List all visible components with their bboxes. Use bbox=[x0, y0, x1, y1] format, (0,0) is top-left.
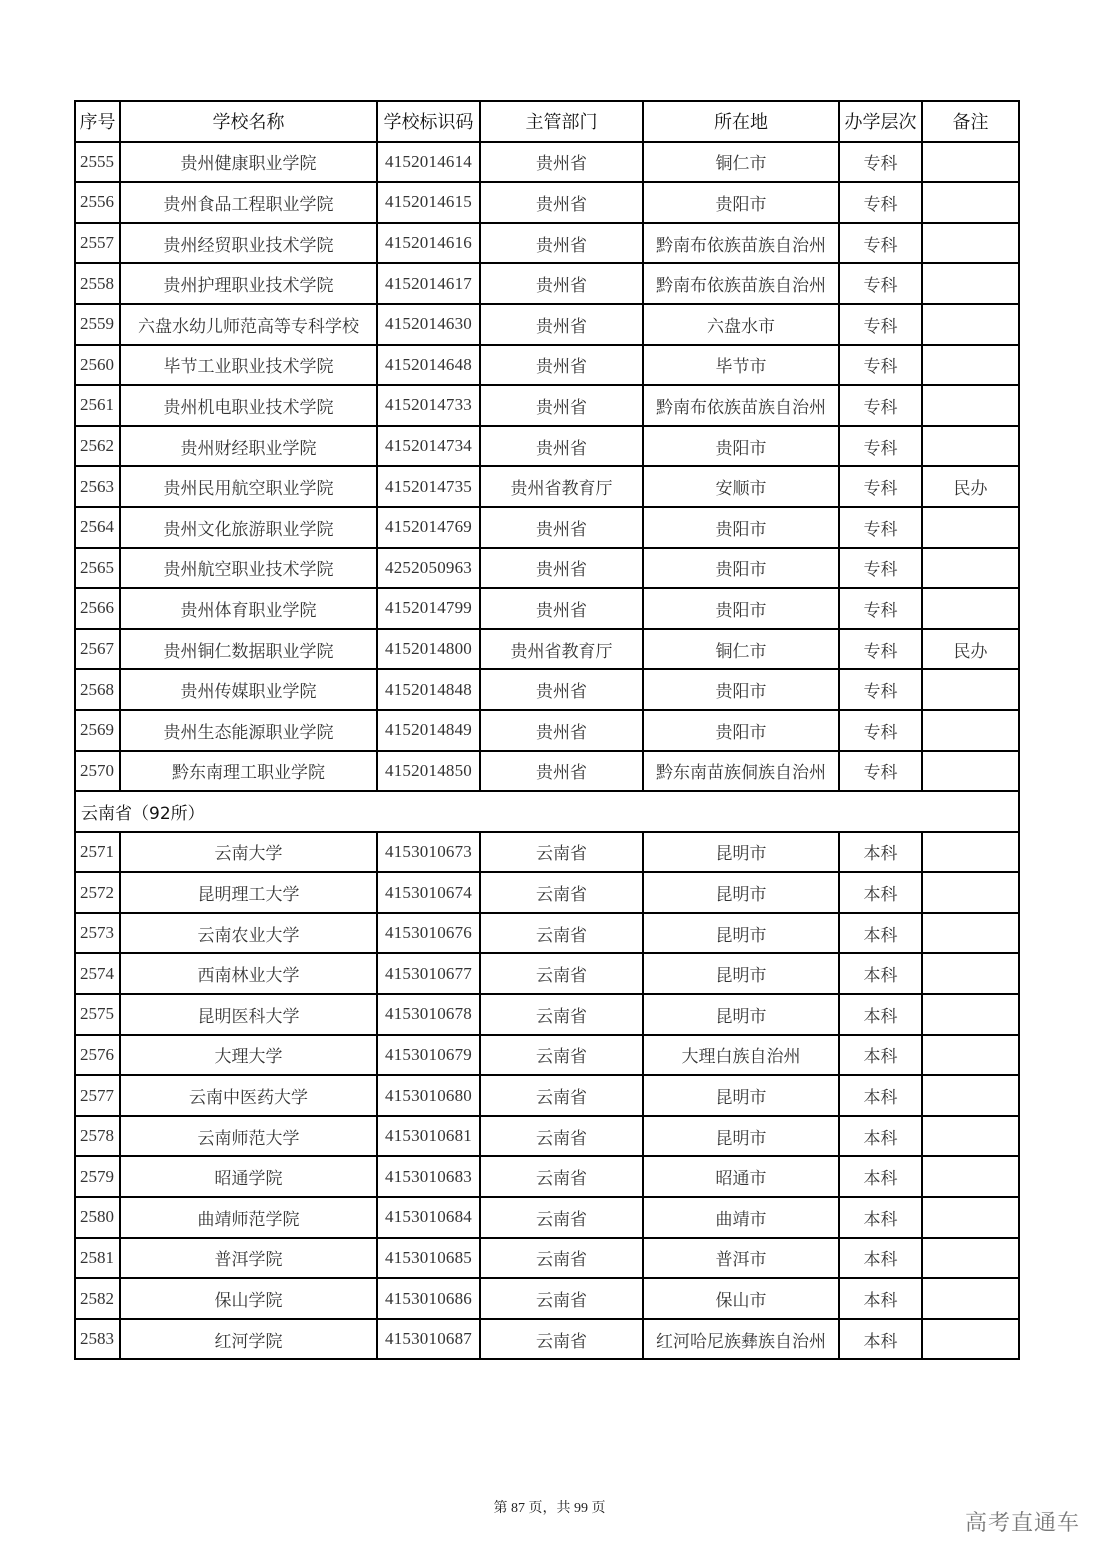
row-school-code: 4152014848 bbox=[377, 669, 480, 710]
row-school-name: 贵州体育职业学院 bbox=[120, 588, 377, 629]
row-level: 本科 bbox=[839, 953, 922, 994]
row-level: 专科 bbox=[839, 142, 922, 183]
table-row bbox=[75, 1035, 1019, 1076]
yunnan-rows bbox=[75, 832, 1019, 1360]
table-row bbox=[75, 669, 1019, 710]
row-department: 贵州省 bbox=[480, 426, 643, 467]
row-department: 云南省 bbox=[480, 1319, 643, 1360]
table-row bbox=[75, 548, 1019, 589]
row-seq: 2557 bbox=[75, 223, 120, 264]
row-location: 贵阳市 bbox=[643, 426, 839, 467]
row-school-name: 贵州护理职业技术学院 bbox=[120, 263, 377, 304]
row-note bbox=[922, 182, 1019, 223]
row-school-name: 六盘水幼儿师范高等专科学校 bbox=[120, 304, 377, 345]
row-seq: 2565 bbox=[75, 548, 120, 589]
section-yunnan bbox=[75, 791, 1019, 832]
page-number: 第 87 页，共 99 页 bbox=[493, 1501, 606, 1516]
row-location: 昆明市 bbox=[643, 913, 839, 954]
section-label: 云南省（92所） bbox=[75, 791, 1019, 832]
table-row bbox=[75, 466, 1019, 507]
row-seq: 2555 bbox=[75, 142, 120, 183]
row-school-name: 贵州民用航空职业学院 bbox=[120, 466, 377, 507]
row-department: 云南省 bbox=[480, 872, 643, 913]
table-row bbox=[75, 872, 1019, 913]
row-level: 专科 bbox=[839, 385, 922, 426]
row-seq: 2575 bbox=[75, 994, 120, 1035]
row-school-code: 4152014799 bbox=[377, 588, 480, 629]
row-school-name: 红河学院 bbox=[120, 1319, 377, 1360]
row-school-name: 贵州经贸职业技术学院 bbox=[120, 223, 377, 264]
row-school-code: 4153010674 bbox=[377, 872, 480, 913]
row-location: 昭通市 bbox=[643, 1156, 839, 1197]
row-school-name: 大理大学 bbox=[120, 1035, 377, 1076]
row-school-name: 昭通学院 bbox=[120, 1156, 377, 1197]
table-row bbox=[75, 1156, 1019, 1197]
table-row bbox=[75, 223, 1019, 264]
section-row bbox=[75, 791, 1019, 832]
table-row bbox=[75, 629, 1019, 670]
row-department: 贵州省 bbox=[480, 507, 643, 548]
row-location: 安顺市 bbox=[643, 466, 839, 507]
row-note bbox=[922, 1116, 1019, 1157]
row-department: 贵州省 bbox=[480, 385, 643, 426]
table-row bbox=[75, 1238, 1019, 1279]
row-seq: 2569 bbox=[75, 710, 120, 751]
row-note: 民办 bbox=[922, 466, 1019, 507]
row-location: 昆明市 bbox=[643, 872, 839, 913]
row-department: 云南省 bbox=[480, 1278, 643, 1319]
row-school-name: 贵州航空职业技术学院 bbox=[120, 548, 377, 589]
school-list-table bbox=[74, 100, 1020, 1360]
row-school-code: 4152014617 bbox=[377, 263, 480, 304]
row-school-name: 黔东南理工职业学院 bbox=[120, 751, 377, 792]
row-seq: 2558 bbox=[75, 263, 120, 304]
row-school-name: 贵州食品工程职业学院 bbox=[120, 182, 377, 223]
row-note bbox=[922, 507, 1019, 548]
row-school-name: 贵州传媒职业学院 bbox=[120, 669, 377, 710]
row-school-name: 云南师范大学 bbox=[120, 1116, 377, 1157]
row-seq: 2581 bbox=[75, 1238, 120, 1279]
row-seq: 2560 bbox=[75, 345, 120, 386]
row-location: 贵阳市 bbox=[643, 507, 839, 548]
page-footer bbox=[0, 1497, 1103, 1517]
row-location: 贵阳市 bbox=[643, 588, 839, 629]
row-seq: 2582 bbox=[75, 1278, 120, 1319]
row-seq: 2556 bbox=[75, 182, 120, 223]
row-department: 贵州省教育厅 bbox=[480, 466, 643, 507]
row-location: 贵阳市 bbox=[643, 548, 839, 589]
row-seq: 2563 bbox=[75, 466, 120, 507]
row-level: 本科 bbox=[839, 1319, 922, 1360]
row-note bbox=[922, 548, 1019, 589]
row-school-name: 云南大学 bbox=[120, 832, 377, 873]
row-level: 本科 bbox=[839, 913, 922, 954]
row-level: 专科 bbox=[839, 466, 922, 507]
table-row bbox=[75, 385, 1019, 426]
row-seq: 2583 bbox=[75, 1319, 120, 1360]
row-seq: 2578 bbox=[75, 1116, 120, 1157]
row-level: 本科 bbox=[839, 872, 922, 913]
row-level: 专科 bbox=[839, 507, 922, 548]
row-school-code: 4153010676 bbox=[377, 913, 480, 954]
row-location: 大理白族自治州 bbox=[643, 1035, 839, 1076]
row-department: 贵州省 bbox=[480, 669, 643, 710]
row-location: 黔南布依族苗族自治州 bbox=[643, 263, 839, 304]
table-row bbox=[75, 142, 1019, 183]
row-department: 贵州省 bbox=[480, 710, 643, 751]
header-seq: 序号 bbox=[75, 101, 120, 142]
row-school-code: 4152014616 bbox=[377, 223, 480, 264]
row-school-code: 4153010686 bbox=[377, 1278, 480, 1319]
row-level: 专科 bbox=[839, 588, 922, 629]
row-level: 本科 bbox=[839, 1238, 922, 1279]
row-note bbox=[922, 426, 1019, 467]
row-level: 专科 bbox=[839, 669, 922, 710]
row-location: 六盘水市 bbox=[643, 304, 839, 345]
row-location: 昆明市 bbox=[643, 994, 839, 1035]
row-school-code: 4252050963 bbox=[377, 548, 480, 589]
row-school-name: 贵州财经职业学院 bbox=[120, 426, 377, 467]
row-location: 黔东南苗族侗族自治州 bbox=[643, 751, 839, 792]
table-row bbox=[75, 913, 1019, 954]
row-level: 专科 bbox=[839, 223, 922, 264]
row-school-code: 4152014734 bbox=[377, 426, 480, 467]
row-location: 贵阳市 bbox=[643, 182, 839, 223]
row-note bbox=[922, 385, 1019, 426]
row-note bbox=[922, 1319, 1019, 1360]
table-row bbox=[75, 345, 1019, 386]
row-level: 专科 bbox=[839, 304, 922, 345]
row-note bbox=[922, 1197, 1019, 1238]
row-location: 红河哈尼族彝族自治州 bbox=[643, 1319, 839, 1360]
row-school-code: 4152014769 bbox=[377, 507, 480, 548]
row-location: 曲靖市 bbox=[643, 1197, 839, 1238]
row-department: 贵州省 bbox=[480, 751, 643, 792]
row-school-code: 4153010673 bbox=[377, 832, 480, 873]
row-department: 云南省 bbox=[480, 1156, 643, 1197]
row-school-code: 4153010687 bbox=[377, 1319, 480, 1360]
row-seq: 2564 bbox=[75, 507, 120, 548]
table-row bbox=[75, 1116, 1019, 1157]
row-school-code: 4152014849 bbox=[377, 710, 480, 751]
row-school-name: 贵州机电职业技术学院 bbox=[120, 385, 377, 426]
row-department: 贵州省 bbox=[480, 304, 643, 345]
row-level: 本科 bbox=[839, 1075, 922, 1116]
row-note bbox=[922, 304, 1019, 345]
table-row bbox=[75, 263, 1019, 304]
row-level: 本科 bbox=[839, 832, 922, 873]
row-department: 云南省 bbox=[480, 913, 643, 954]
row-note bbox=[922, 751, 1019, 792]
row-department: 云南省 bbox=[480, 1238, 643, 1279]
row-school-name: 贵州文化旅游职业学院 bbox=[120, 507, 377, 548]
row-school-code: 4153010678 bbox=[377, 994, 480, 1035]
table-row bbox=[75, 1278, 1019, 1319]
row-level: 专科 bbox=[839, 710, 922, 751]
row-level: 专科 bbox=[839, 426, 922, 467]
row-seq: 2580 bbox=[75, 1197, 120, 1238]
row-school-code: 4152014615 bbox=[377, 182, 480, 223]
row-school-name: 云南农业大学 bbox=[120, 913, 377, 954]
row-seq: 2566 bbox=[75, 588, 120, 629]
row-note bbox=[922, 832, 1019, 873]
row-seq: 2570 bbox=[75, 751, 120, 792]
row-location: 铜仁市 bbox=[643, 142, 839, 183]
row-seq: 2573 bbox=[75, 913, 120, 954]
row-school-code: 4152014614 bbox=[377, 142, 480, 183]
row-level: 专科 bbox=[839, 548, 922, 589]
row-school-code: 4152014630 bbox=[377, 304, 480, 345]
row-school-code: 4152014733 bbox=[377, 385, 480, 426]
row-note bbox=[922, 994, 1019, 1035]
row-school-name: 曲靖师范学院 bbox=[120, 1197, 377, 1238]
row-note bbox=[922, 588, 1019, 629]
row-note bbox=[922, 1156, 1019, 1197]
row-school-code: 4153010685 bbox=[377, 1238, 480, 1279]
row-department: 贵州省 bbox=[480, 223, 643, 264]
row-department: 云南省 bbox=[480, 832, 643, 873]
row-seq: 2567 bbox=[75, 629, 120, 670]
row-department: 云南省 bbox=[480, 1116, 643, 1157]
row-level: 本科 bbox=[839, 994, 922, 1035]
row-department: 贵州省 bbox=[480, 142, 643, 183]
row-school-name: 西南林业大学 bbox=[120, 953, 377, 994]
row-seq: 2576 bbox=[75, 1035, 120, 1076]
table-row bbox=[75, 507, 1019, 548]
row-seq: 2571 bbox=[75, 832, 120, 873]
guizhou-rows bbox=[75, 142, 1019, 792]
row-school-name: 贵州健康职业学院 bbox=[120, 142, 377, 183]
row-school-name: 昆明医科大学 bbox=[120, 994, 377, 1035]
table-row bbox=[75, 182, 1019, 223]
row-seq: 2559 bbox=[75, 304, 120, 345]
row-department: 贵州省 bbox=[480, 182, 643, 223]
row-school-name: 保山学院 bbox=[120, 1278, 377, 1319]
row-note bbox=[922, 1035, 1019, 1076]
row-location: 黔南布依族苗族自治州 bbox=[643, 385, 839, 426]
row-location: 昆明市 bbox=[643, 953, 839, 994]
row-seq: 2574 bbox=[75, 953, 120, 994]
row-department: 贵州省 bbox=[480, 345, 643, 386]
row-department: 贵州省 bbox=[480, 548, 643, 589]
table-row bbox=[75, 994, 1019, 1035]
row-department: 贵州省 bbox=[480, 588, 643, 629]
row-school-code: 4152014850 bbox=[377, 751, 480, 792]
row-note bbox=[922, 669, 1019, 710]
row-seq: 2579 bbox=[75, 1156, 120, 1197]
table-row bbox=[75, 588, 1019, 629]
header-location: 所在地 bbox=[643, 101, 839, 142]
table-row bbox=[75, 710, 1019, 751]
row-location: 昆明市 bbox=[643, 832, 839, 873]
row-location: 昆明市 bbox=[643, 1075, 839, 1116]
header-school-code: 学校标识码 bbox=[377, 101, 480, 142]
row-note bbox=[922, 263, 1019, 304]
row-level: 本科 bbox=[839, 1278, 922, 1319]
row-seq: 2568 bbox=[75, 669, 120, 710]
row-school-code: 4153010683 bbox=[377, 1156, 480, 1197]
row-note bbox=[922, 223, 1019, 264]
watermark-text: 高考直通车 bbox=[965, 1511, 1081, 1536]
row-location: 保山市 bbox=[643, 1278, 839, 1319]
header-level: 办学层次 bbox=[839, 101, 922, 142]
row-note bbox=[922, 872, 1019, 913]
row-school-code: 4153010681 bbox=[377, 1116, 480, 1157]
table-row bbox=[75, 1075, 1019, 1116]
row-school-code: 4153010677 bbox=[377, 953, 480, 994]
row-seq: 2562 bbox=[75, 426, 120, 467]
row-note bbox=[922, 953, 1019, 994]
row-level: 专科 bbox=[839, 345, 922, 386]
row-school-name: 昆明理工大学 bbox=[120, 872, 377, 913]
row-location: 贵阳市 bbox=[643, 710, 839, 751]
row-location: 普洱市 bbox=[643, 1238, 839, 1279]
row-level: 本科 bbox=[839, 1116, 922, 1157]
table-row bbox=[75, 1197, 1019, 1238]
row-note bbox=[922, 913, 1019, 954]
header-note: 备注 bbox=[922, 101, 1019, 142]
row-level: 本科 bbox=[839, 1156, 922, 1197]
row-level: 专科 bbox=[839, 263, 922, 304]
row-seq: 2561 bbox=[75, 385, 120, 426]
row-note bbox=[922, 1238, 1019, 1279]
table-row bbox=[75, 751, 1019, 792]
row-school-code: 4153010679 bbox=[377, 1035, 480, 1076]
row-note bbox=[922, 710, 1019, 751]
table-row bbox=[75, 304, 1019, 345]
row-department: 贵州省 bbox=[480, 263, 643, 304]
row-note bbox=[922, 345, 1019, 386]
row-school-code: 4153010684 bbox=[377, 1197, 480, 1238]
row-seq: 2572 bbox=[75, 872, 120, 913]
row-location: 毕节市 bbox=[643, 345, 839, 386]
row-level: 本科 bbox=[839, 1197, 922, 1238]
header-department: 主管部门 bbox=[480, 101, 643, 142]
row-department: 云南省 bbox=[480, 1035, 643, 1076]
row-department: 云南省 bbox=[480, 994, 643, 1035]
row-school-name: 普洱学院 bbox=[120, 1238, 377, 1279]
table-row bbox=[75, 953, 1019, 994]
row-note bbox=[922, 142, 1019, 183]
table-row bbox=[75, 1319, 1019, 1360]
row-school-name: 贵州生态能源职业学院 bbox=[120, 710, 377, 751]
row-school-code: 4153010680 bbox=[377, 1075, 480, 1116]
row-note bbox=[922, 1278, 1019, 1319]
row-location: 昆明市 bbox=[643, 1116, 839, 1157]
row-department: 云南省 bbox=[480, 953, 643, 994]
row-level: 本科 bbox=[839, 1035, 922, 1076]
row-school-code: 4152014648 bbox=[377, 345, 480, 386]
table-row bbox=[75, 832, 1019, 873]
row-school-code: 4152014735 bbox=[377, 466, 480, 507]
school-list-table-container bbox=[74, 100, 1018, 1360]
row-location: 黔南布依族苗族自治州 bbox=[643, 223, 839, 264]
row-note: 民办 bbox=[922, 629, 1019, 670]
row-department: 云南省 bbox=[480, 1075, 643, 1116]
table-row bbox=[75, 426, 1019, 467]
row-school-name: 毕节工业职业技术学院 bbox=[120, 345, 377, 386]
row-seq: 2577 bbox=[75, 1075, 120, 1116]
header-school-name: 学校名称 bbox=[120, 101, 377, 142]
header-row bbox=[75, 101, 1019, 142]
row-location: 铜仁市 bbox=[643, 629, 839, 670]
row-school-code: 4152014800 bbox=[377, 629, 480, 670]
row-department: 贵州省教育厅 bbox=[480, 629, 643, 670]
row-school-name: 云南中医药大学 bbox=[120, 1075, 377, 1116]
row-note bbox=[922, 1075, 1019, 1116]
row-level: 专科 bbox=[839, 629, 922, 670]
row-school-name: 贵州铜仁数据职业学院 bbox=[120, 629, 377, 670]
row-department: 云南省 bbox=[480, 1197, 643, 1238]
row-level: 专科 bbox=[839, 751, 922, 792]
row-location: 贵阳市 bbox=[643, 669, 839, 710]
row-level: 专科 bbox=[839, 182, 922, 223]
